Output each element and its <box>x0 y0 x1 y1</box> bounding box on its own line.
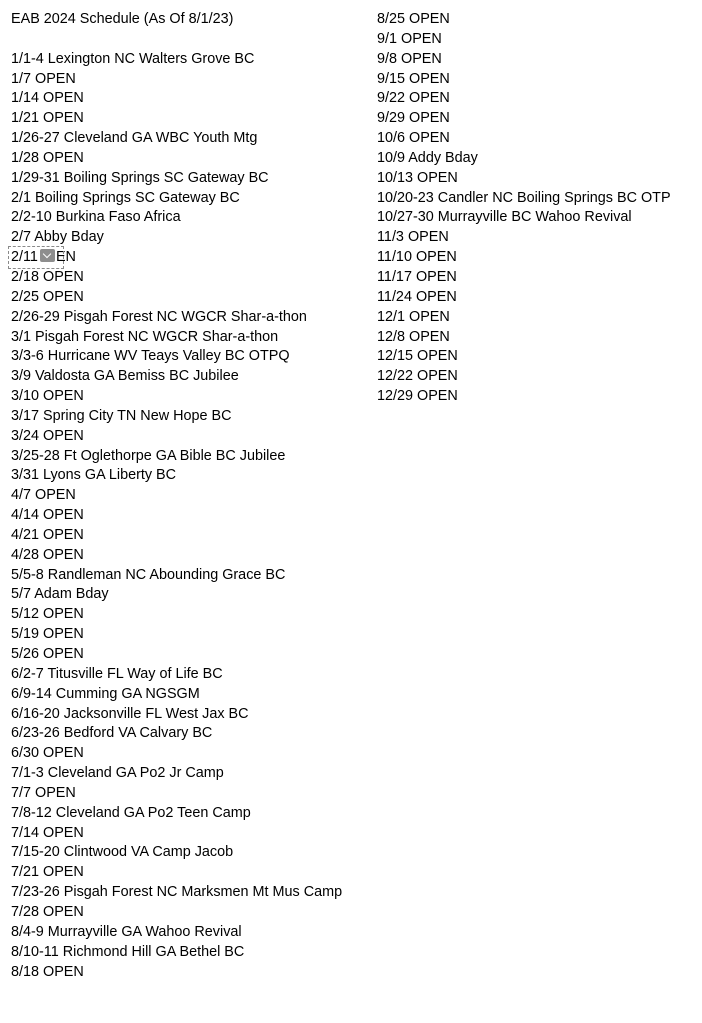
schedule-line: 9/8 OPEN <box>377 50 442 67</box>
schedule-line: 1/26-27 Cleveland GA WBC Youth Mtg <box>11 130 258 147</box>
schedule-line: 9/15 OPEN <box>377 70 450 87</box>
schedule-line: 6/23-26 Bedford VA Calvary BC <box>11 725 213 742</box>
schedule-line: 3/25-28 Ft Oglethorpe GA Bible BC Jubilee <box>11 447 286 464</box>
blank-line <box>11 30 371 50</box>
schedule-line: 2/7 Abby Bday <box>11 229 104 246</box>
schedule-line: 7/23-26 Pisgah Forest NC Marksmen Mt Mus Camp <box>11 884 343 901</box>
schedule-line: 5/7 Adam Bday <box>11 586 109 603</box>
schedule-line: 2/1 Boiling Springs SC Gateway BC <box>11 189 240 206</box>
schedule-line: 5/12 OPEN <box>11 606 84 623</box>
schedule-line: 11/3 OPEN <box>377 229 449 246</box>
selected-text[interactable] <box>11 248 56 268</box>
schedule-line: 10/27-30 Murrayville BC Wahoo Revival <box>377 209 632 226</box>
schedule-line: 12/8 OPEN <box>377 328 450 345</box>
schedule-line: 6/16-20 Jacksonville FL West Jax BC <box>11 705 249 722</box>
schedule-line: 11/24 OPEN <box>377 288 457 305</box>
schedule-line: 1/1-4 Lexington NC Walters Grove BC <box>11 50 255 67</box>
schedule-line: 10/20-23 Candler NC Boiling Springs BC OTP <box>377 189 671 206</box>
schedule-line: 12/29 OPEN <box>377 388 458 405</box>
schedule-line: 9/22 OPEN <box>377 90 450 107</box>
schedule-line: 8/18 OPEN <box>11 963 84 980</box>
selected-date-text: 2/11 <box>11 249 38 266</box>
selected-line-suffix: EN <box>55 249 76 266</box>
schedule-line: 2/2-10 Burkina Faso Africa <box>11 209 181 226</box>
schedule-line: 5/19 OPEN <box>11 626 84 643</box>
document-title: EAB 2024 Schedule (As Of 8/1/23) <box>11 11 234 27</box>
schedule-line: 9/1 OPEN <box>377 30 442 47</box>
schedule-line: 8/25 OPEN <box>377 11 450 27</box>
schedule-line: 12/1 OPEN <box>377 308 450 325</box>
schedule-line: 6/2-7 Titusville FL Way of Life BC <box>11 665 223 682</box>
left-column <box>11 10 371 982</box>
schedule-line: 11/17 OPEN <box>377 268 457 285</box>
schedule-line: 2/18 OPEN <box>11 268 84 285</box>
schedule-line: 7/14 OPEN <box>11 824 84 841</box>
schedule-line: 7/1-3 Cleveland GA Po2 Jr Camp <box>11 765 224 782</box>
schedule-line: 6/30 OPEN <box>11 745 84 762</box>
schedule-line: 10/9 Addy Bday <box>377 149 478 166</box>
schedule-line: 7/15-20 Clintwood VA Camp Jacob <box>11 844 234 861</box>
schedule-line: 6/9-14 Cumming GA NGSGM <box>11 685 200 702</box>
schedule-line: 1/14 OPEN <box>11 90 84 107</box>
schedule-line: 5/26 OPEN <box>11 646 84 662</box>
schedule-line: 8/10-11 Richmond Hill GA Bethel BC <box>11 943 245 960</box>
schedule-line: 3/9 Valdosta GA Bemiss BC Jubilee <box>11 368 239 385</box>
schedule-line: 9/29 OPEN <box>377 110 450 127</box>
schedule-line: 10/13 OPEN <box>377 169 458 186</box>
schedule-line: 7/8-12 Cleveland GA Po2 Teen Camp <box>11 804 251 821</box>
schedule-line: 4/21 OPEN <box>11 526 84 543</box>
schedule-line: 12/15 OPEN <box>377 348 458 365</box>
schedule-line: 1/21 OPEN <box>11 110 84 127</box>
schedule-line: 7/7 OPEN <box>11 784 76 801</box>
schedule-line: 10/6 OPEN <box>377 130 450 147</box>
schedule-line: 1/28 OPEN <box>11 149 84 166</box>
schedule-line: 3/10 OPEN <box>11 388 84 405</box>
schedule-line: 7/28 OPEN <box>11 903 84 920</box>
schedule-line: 3/3-6 Hurricane WV Teays Valley BC OTPQ <box>11 348 290 365</box>
schedule-line: 8/4-9 Murrayville GA Wahoo Revival <box>11 923 242 940</box>
schedule-line: 12/22 OPEN <box>377 368 458 385</box>
schedule-line: 11/10 OPEN <box>377 249 457 266</box>
schedule-line: 2/25 OPEN <box>11 288 84 305</box>
right-column <box>377 10 697 407</box>
schedule-line: 3/1 Pisgah Forest NC WGCR Shar-a-thon <box>11 328 279 345</box>
schedule-line: 4/14 OPEN <box>11 507 84 524</box>
schedule-line: 5/5-8 Randleman NC Abounding Grace BC <box>11 566 286 583</box>
schedule-line: 4/28 OPEN <box>11 546 84 563</box>
chevron-down-icon[interactable] <box>40 249 55 262</box>
schedule-line: 1/7 OPEN <box>11 70 76 87</box>
schedule-line: 1/29-31 Boiling Springs SC Gateway BC <box>11 169 269 186</box>
schedule-line-selected <box>11 248 371 268</box>
schedule-line: 3/31 Lyons GA Liberty BC <box>11 467 177 484</box>
schedule-line: 2/26-29 Pisgah Forest NC WGCR Shar-a-thon <box>11 308 307 325</box>
schedule-line: 3/17 Spring City TN New Hope BC <box>11 407 232 424</box>
schedule-line: 3/24 OPEN <box>11 427 84 444</box>
schedule-line: 7/21 OPEN <box>11 864 84 881</box>
schedule-line: 4/7 OPEN <box>11 487 76 504</box>
